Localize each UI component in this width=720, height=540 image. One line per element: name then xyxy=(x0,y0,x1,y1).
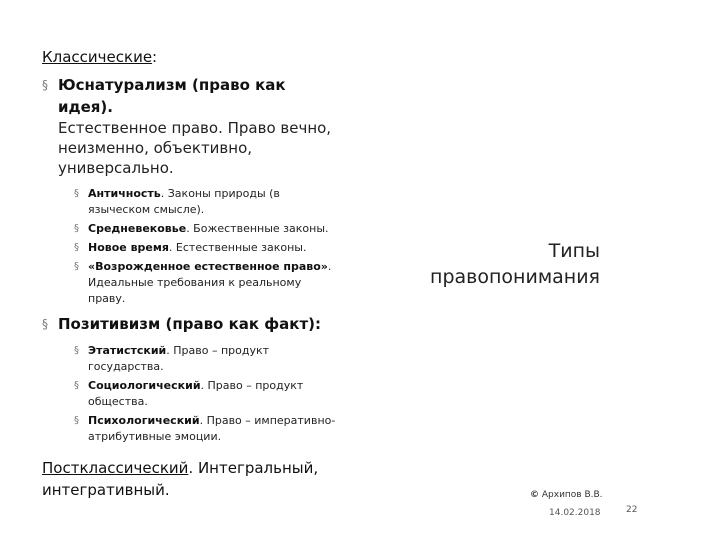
bullet-icon: § xyxy=(74,188,79,199)
bullet-icon: § xyxy=(74,223,79,234)
list-item xyxy=(74,378,342,410)
classical-colon: : xyxy=(152,48,158,66)
item-term: «Возрожденное естественное право» xyxy=(88,260,328,273)
natural-law-block xyxy=(42,74,342,307)
item-term: Новое время xyxy=(88,241,169,254)
footer-author xyxy=(530,490,603,500)
item-term: Психологический xyxy=(88,414,200,427)
item-term: Средневековье xyxy=(88,222,187,235)
item-text: . Право – императивно-атрибутивные эмоции. xyxy=(88,414,336,443)
natural-law-list xyxy=(74,186,342,307)
item-text: . Законы природы (в языческом смысле). xyxy=(88,187,280,216)
item-term: Этатистский xyxy=(88,344,167,357)
list-item xyxy=(74,343,342,375)
bullet-icon: § xyxy=(42,78,48,92)
bullet-icon: § xyxy=(42,317,48,331)
list-item xyxy=(74,259,342,307)
postclassical-title: Постклассический xyxy=(42,459,189,477)
positivism-heading: Позитивизм (право как факт): xyxy=(58,315,322,333)
author-name: Архипов В.В. xyxy=(541,490,603,500)
list-item xyxy=(74,186,342,218)
content-area xyxy=(42,46,342,501)
item-term: Античность xyxy=(88,187,161,200)
copyright-icon: © xyxy=(530,490,539,500)
bullet-icon: § xyxy=(74,345,79,356)
bullet-icon: § xyxy=(74,261,79,272)
item-text: . Право – продукт общества. xyxy=(88,379,304,408)
item-text: . Естественные законы. xyxy=(168,241,307,254)
positivism-block xyxy=(42,313,342,445)
bullet-icon: § xyxy=(74,242,79,253)
classical-title: Классические xyxy=(42,48,153,66)
item-term: Социологический xyxy=(88,379,201,392)
bullet-icon: § xyxy=(74,380,79,391)
page-number: 22 xyxy=(626,505,638,515)
natural-law-heading: Юснатурализм (право как идея). xyxy=(58,76,286,116)
postclassical-paragraph xyxy=(42,457,342,501)
classical-heading xyxy=(42,46,342,68)
positivism-list xyxy=(74,343,342,445)
list-item xyxy=(74,221,342,237)
item-text: . Право – продукт государства. xyxy=(88,344,270,373)
footer-date: 14.02.2018 xyxy=(549,508,601,518)
bullet-icon: § xyxy=(74,415,79,426)
list-item xyxy=(74,240,342,256)
list-item xyxy=(74,413,342,445)
slide-title: Типы правопонимания xyxy=(430,240,600,288)
item-text: . Идеальные требования к реальному праву. xyxy=(88,260,332,305)
postclassical-text: . Интегральный, интегративный. xyxy=(42,459,319,499)
item-text: . Божественные законы. xyxy=(186,222,329,235)
natural-law-description: Естественное право. Право вечно, неизменно, объективно, универсально. xyxy=(58,119,332,177)
